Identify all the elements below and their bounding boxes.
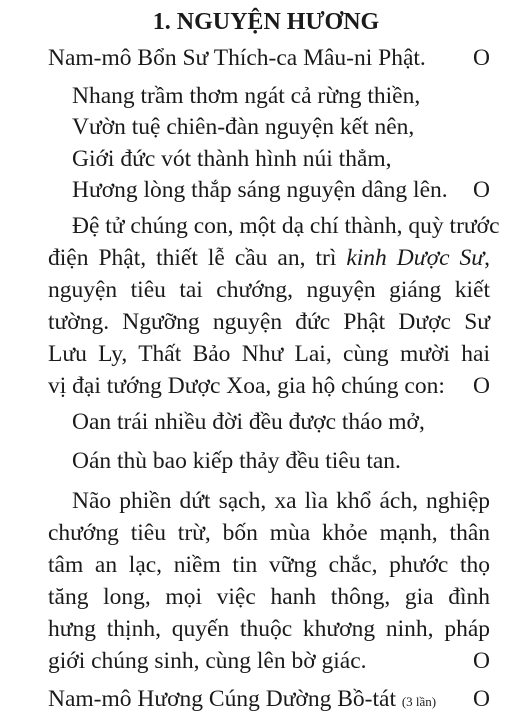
prayer-line: vị đại tướng Dược Xoa, gia hộ chúng con: [48,373,445,399]
bell-mark-2: O [473,177,490,203]
verse-line: Nhang trầm thơm ngát cả rừng thiền, [72,83,421,109]
bell-mark-3: O [473,373,490,399]
repeat-note: (3 lần) [401,694,437,709]
verse-line: Giới đức vót thành hình núi thẳm, [72,146,392,172]
page-title: 1. NGUYỆN HƯƠNG [152,9,380,35]
prayer-line: Đệ tử chúng con, một dạ chí thành, quỳ trước [72,213,500,239]
prayer-line: giới chúng sinh, cùng lên bờ giác. [48,648,367,674]
bell-mark-4: O [473,648,490,674]
prayer-line: hưng thịnh, quyến thuộc khương ninh, pháp [48,616,490,642]
verse-line: Vườn tuệ chiên-đàn nguyện kết nên, [72,114,415,140]
opening-line: Nam-mô Bổn Sư Thích-ca Mâu-ni Phật. [48,45,426,71]
prayer-line: Não phiền dứt sạch, xa lìa khổ ách, nghiệp [72,488,490,514]
bell-mark-1: O [473,45,490,71]
verse-line: Oan trái nhiều đời đều được tháo mở, [72,409,425,435]
prayer-line: tâm an lạc, niềm tin vững chắc, phước thọ [48,552,490,578]
prayer-line: Lưu Ly, Thất Bảo Như Lai, cùng mười hai [48,341,490,367]
prayer-line: tường. Ngưỡng nguyện đức Phật Dược Sư [48,309,490,335]
closing-line: Nam-mô Hương Cúng Dường Bồ-tát (3 lần) [48,686,437,712]
prayer-line: chướng tiêu trừ, bốn mùa khỏe mạnh, thân [48,520,490,546]
sutra-title: kinh Dược Sư [346,245,485,271]
prayer-line: tăng long, mọi việc hanh thông, gia đình [48,584,490,610]
prayer-line: nguyện tiêu tai chướng, nguyện giáng kiết [48,277,490,303]
verse-line: Oán thù bao kiếp thảy đều tiêu tan. [72,448,401,474]
prayer-line: điện Phật, thiết lễ cầu an, trì kinh Dược Sư, [48,245,490,271]
bell-mark-5: O [473,686,490,712]
verse-line: Hương lòng thắp sáng nguyện dâng lên. [72,177,448,203]
